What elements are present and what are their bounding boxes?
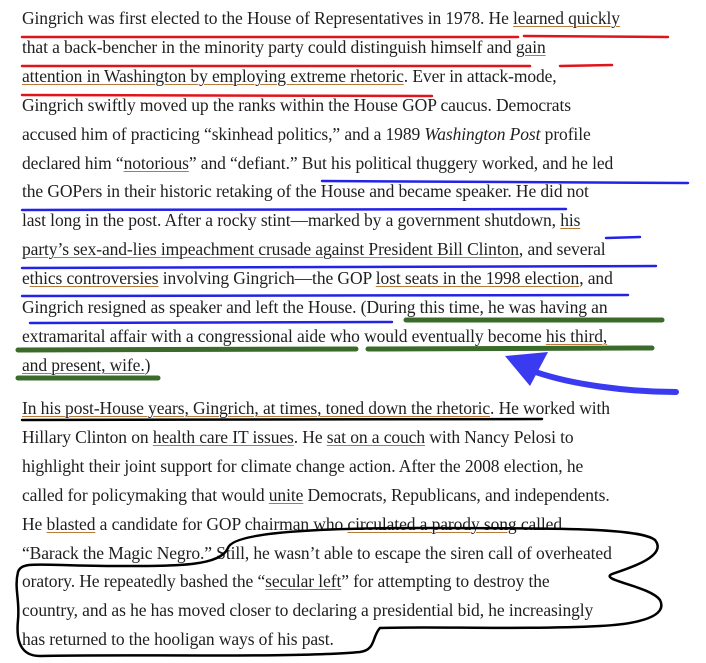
text-run: . He bbox=[293, 426, 327, 447]
article-link[interactable]: lost seats in the 1998 election bbox=[375, 268, 580, 289]
text-line bbox=[22, 124, 591, 144]
article-link[interactable]: health care IT issues bbox=[152, 426, 294, 447]
text-run: that a back-bencher in the minority party could distinguish himself bbox=[22, 36, 483, 57]
text-run: ) bbox=[144, 354, 151, 375]
text-run: highlight their joint support for climate change action. After the 2008 election, he bbox=[22, 455, 584, 476]
text-run: He bbox=[22, 513, 47, 534]
article-link[interactable]: thics controversies bbox=[29, 268, 159, 289]
text-run: He did not bbox=[511, 181, 589, 202]
text-run: , and several bbox=[518, 239, 606, 260]
green-underline bbox=[368, 348, 652, 349]
text-line bbox=[22, 8, 620, 28]
arrow-shaft bbox=[530, 370, 676, 392]
text-run: profile bbox=[540, 123, 591, 144]
text-line bbox=[22, 181, 589, 201]
text-line bbox=[22, 210, 580, 230]
text-run: the GOPers in their historic retaking of the House and became speaker. bbox=[22, 181, 512, 202]
text-run: Democrats, Republicans, and independents. bbox=[303, 484, 610, 505]
text-line bbox=[22, 398, 610, 418]
article-link[interactable]: learned quickly bbox=[513, 8, 620, 28]
text-run: , and bbox=[579, 268, 613, 289]
blue-arrow bbox=[505, 352, 676, 392]
article-link[interactable]: gain bbox=[515, 36, 546, 57]
text-run: . Ever in attack-mode, bbox=[403, 65, 557, 86]
article-link[interactable]: notorious bbox=[123, 152, 189, 173]
blue-underline bbox=[30, 322, 392, 323]
text-run: Gingrich swiftly moved up the ranks within the House GOP caucus. Democrats bbox=[22, 94, 571, 115]
text-run: oratory. He repeatedly bashed the “ bbox=[22, 571, 266, 592]
black-annotation-group bbox=[17, 419, 662, 656]
text-line bbox=[22, 326, 607, 346]
text-line bbox=[22, 355, 150, 375]
text-run: declared him “ bbox=[22, 152, 124, 173]
article-link[interactable]: his third, bbox=[545, 325, 608, 346]
text-line bbox=[22, 95, 571, 115]
text-line bbox=[22, 571, 550, 591]
article-link[interactable]: blasted bbox=[46, 513, 96, 534]
text-run: called for policymaking that would bbox=[22, 484, 269, 505]
text-run: a candidate for GOP chairman who bbox=[95, 513, 348, 534]
blue-underline bbox=[606, 237, 640, 238]
text-line bbox=[22, 153, 613, 173]
text-line bbox=[22, 239, 606, 259]
text-run: ” for attempting to destroy the bbox=[341, 571, 550, 592]
text-run: Washington Post bbox=[424, 123, 541, 144]
article-link[interactable]: circulated a parody song bbox=[347, 513, 517, 534]
text-run: But his political thuggery worked, and he led bbox=[301, 152, 614, 173]
text-run: Gingrich was first elected to the House of Representatives in 1978. bbox=[22, 8, 485, 28]
text-line bbox=[22, 629, 334, 649]
text-line bbox=[22, 37, 546, 57]
text-line bbox=[22, 543, 612, 563]
text-run: Hillary Clinton on bbox=[22, 426, 153, 447]
article-link[interactable]: In his post-House years, Gingrich, at times, toned down the rhetoric bbox=[22, 398, 491, 418]
text-run: . He worked with bbox=[490, 398, 610, 418]
article-link[interactable]: sat on a couch bbox=[326, 426, 425, 447]
text-run: with Nancy Pelosi to bbox=[425, 426, 574, 447]
text-line bbox=[22, 268, 613, 288]
article-link[interactable]: and present, wife. bbox=[22, 354, 145, 375]
text-line bbox=[22, 600, 593, 620]
text-line bbox=[22, 66, 557, 86]
text-line bbox=[22, 427, 574, 447]
text-line bbox=[22, 485, 610, 505]
text-run: country, and as he has moved closer to declaring a presidential bid, he increasingly bbox=[22, 600, 594, 621]
text-run: e bbox=[22, 268, 30, 289]
text-run: last long in the post. After a rocky stint—marked by a government shutdown, bbox=[22, 210, 561, 231]
text-line bbox=[22, 514, 562, 534]
text-run: He bbox=[484, 8, 514, 28]
text-run: called bbox=[516, 513, 562, 534]
black-underline bbox=[22, 419, 542, 420]
arrow-head bbox=[505, 352, 548, 386]
text-run: “Barack the Magic Negro.” Still, he wasn’t able to escape the siren call of overheated bbox=[22, 542, 612, 563]
text-run: extramarital affair with a congressional aide who would eventually become bbox=[22, 325, 546, 346]
article-link[interactable]: attention in Washington by employing extreme rhetoric bbox=[22, 65, 404, 86]
text-run: and bbox=[482, 36, 516, 57]
text-run: ” and “defiant.” bbox=[188, 152, 302, 173]
green-underline bbox=[18, 349, 356, 350]
article-link[interactable]: unite bbox=[268, 484, 304, 505]
article-link[interactable]: secular left bbox=[265, 571, 342, 592]
text-line bbox=[22, 456, 583, 476]
text-run: has returned to the hooligan ways of his past. bbox=[22, 629, 334, 650]
text-run: accused him of practicing “skinhead politics,” and a 1989 bbox=[22, 123, 425, 144]
red-underline bbox=[560, 65, 612, 66]
text-run: involving Gingrich—the GOP bbox=[158, 268, 376, 289]
article-link[interactable]: party’s sex-and-lies impeachment crusade against President Bill Clinton bbox=[22, 239, 519, 260]
article-link[interactable]: his bbox=[560, 210, 581, 231]
blue-underline bbox=[22, 295, 628, 296]
text-run: Gingrich resigned as speaker and left the House. (During this time, he was having an bbox=[22, 297, 608, 317]
text-line bbox=[22, 297, 607, 317]
